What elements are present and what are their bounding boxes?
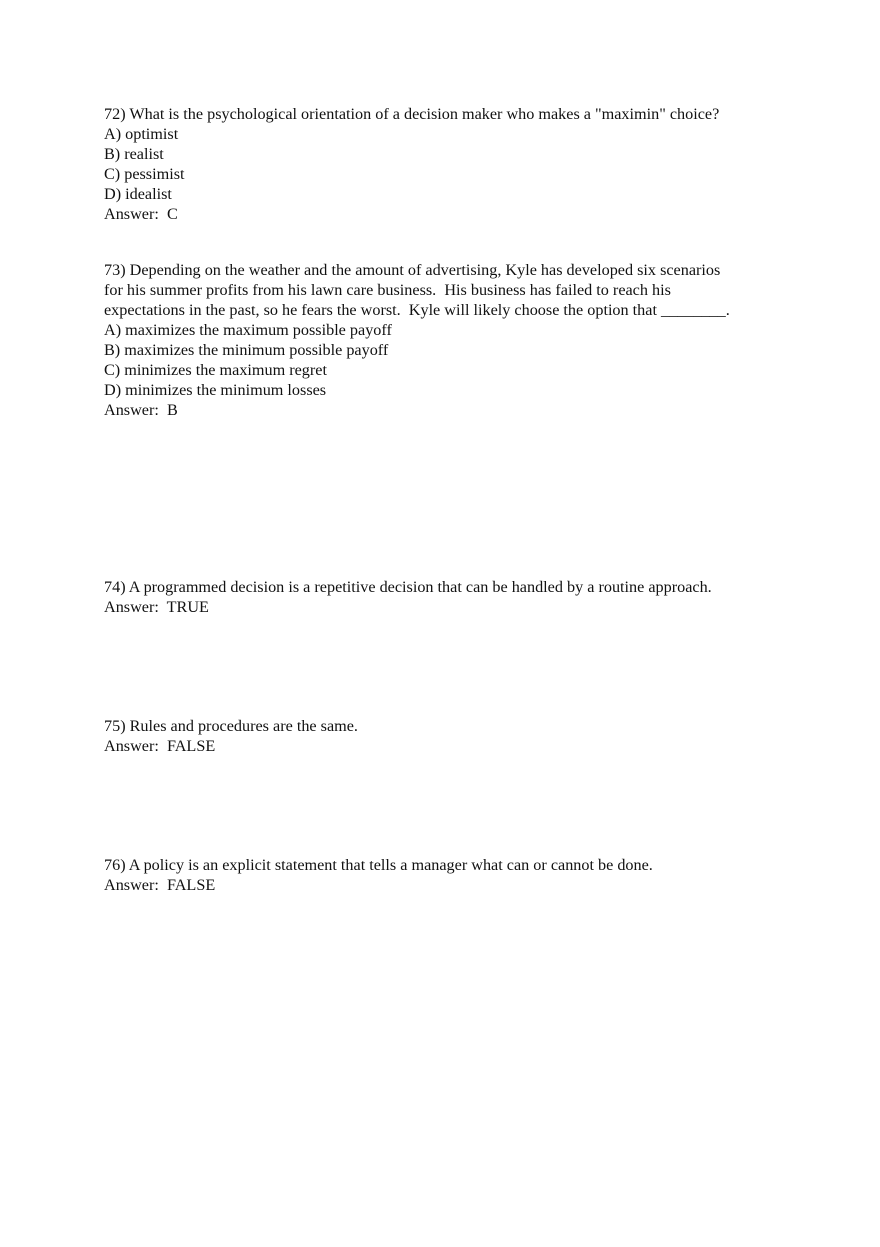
question-text: 73) Depending on the weather and the amount of advertising, Kyle has developed six scenarios: [104, 261, 721, 279]
answer: Answer: B: [104, 401, 178, 419]
option-c: C) minimizes the maximum regret: [104, 361, 327, 379]
answer: Answer: FALSE: [104, 737, 216, 755]
question-text: 76) A policy is an explicit statement that tells a manager what can or cannot be done.: [104, 856, 653, 874]
option-b: B) realist: [104, 145, 164, 163]
question-72: [104, 104, 794, 224]
question-text: 75) Rules and procedures are the same.: [104, 717, 358, 735]
question-73: [104, 260, 794, 420]
question-text: for his summer profits from his lawn care business. His business has failed to reach his: [104, 281, 671, 299]
option-a: A) optimist: [104, 125, 179, 143]
answer: Answer: C: [104, 205, 178, 223]
question-75: [104, 716, 794, 756]
question-text: 74) A programmed decision is a repetitive decision that can be handled by a routine approach.: [104, 578, 712, 596]
question-text: 72) What is the psychological orientation of a decision maker who makes a "maximin" choice?: [104, 105, 720, 123]
question-74: [104, 577, 794, 617]
answer: Answer: FALSE: [104, 876, 216, 894]
option-c: C) pessimist: [104, 165, 185, 183]
option-b: B) maximizes the minimum possible payoff: [104, 341, 389, 359]
question-76: [104, 855, 794, 895]
option-d: D) idealist: [104, 185, 172, 203]
option-a: A) maximizes the maximum possible payoff: [104, 321, 392, 339]
answer: Answer: TRUE: [104, 598, 209, 616]
question-text: expectations in the past, so he fears the worst. Kyle will likely choose the option that ________.: [104, 301, 730, 319]
option-d: D) minimizes the minimum losses: [104, 381, 327, 399]
